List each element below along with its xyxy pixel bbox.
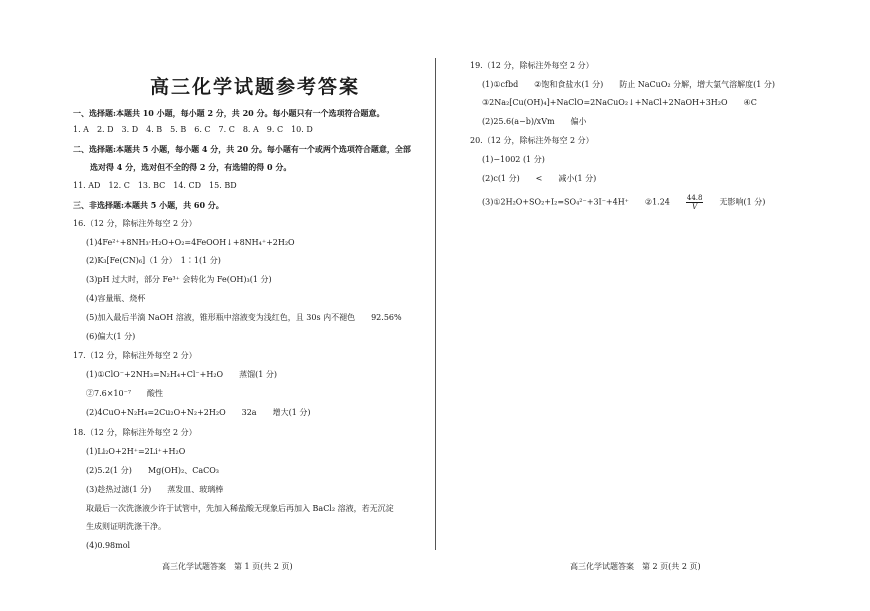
- q16-answer-4: (4)容量瓶、烧杯: [86, 294, 146, 303]
- fraction: [686, 194, 704, 211]
- q20-answer-3-note: 无影响(1 分): [719, 197, 766, 207]
- q16-answer-2: (2)K₃[Fe(CN)₆]（1 分） 1∶1(1 分): [86, 256, 221, 265]
- q18-answer-3-text-cont: 生成则证明洗涤干净。: [86, 522, 166, 531]
- answer-page-2: [436, 0, 870, 611]
- q17-answer-1b: ②7.6×10⁻⁷ 酸性: [86, 389, 164, 398]
- q20-answer-1: (1)−1002 (1 分): [482, 155, 545, 164]
- q17-answer-1: (1)①ClO⁻+2NH₃=N₂H₄+Cl⁻+H₂O 蒸馏(1 分): [86, 370, 277, 379]
- section-2-answers: 11. AD 12. C 13. BC 14. CD 15. BD: [73, 181, 237, 190]
- q18-heading: 18.（12 分，除标注外每空 2 分）: [73, 428, 197, 437]
- q20-heading: 20.（12 分，除标注外每空 2 分）: [470, 136, 594, 145]
- q18-answer-3-text: 取最后一次洗涤液少许于试管中，先加入稀盐酸无现象后再加入 BaCl₂ 溶液，若无沉淀: [86, 504, 394, 513]
- section-3-heading: 三、非选择题:本题共 5 小题，共 60 分。: [73, 200, 224, 210]
- q20-answer-3: [482, 194, 765, 211]
- q16-answer-6: (6)偏大(1 分): [86, 332, 136, 341]
- q16-answer-5: (5)加入最后半滴 NaOH 溶液，锥形瓶中溶液变为浅红色，且 30s 内不褪色 92.56%: [86, 313, 402, 322]
- q16-answer-1: (1)4Fe²⁺+8NH₃·H₂O+O₂=4FeOOH↓+8NH₄⁺+2H₂O: [86, 238, 295, 247]
- section-2-heading: 二、选择题:本题共 5 小题，每小题 4 分，共 20 分。每小题有一个或两个选项符合题意，全部: [73, 144, 411, 154]
- page-footer: 高三化学试题答案 第 2 页(共 2 页): [570, 562, 701, 571]
- q17-answer-2: (2)4CuO+N₂H₄=2Cu₂O+N₂+2H₂O 32a 增大(1 分): [86, 408, 311, 417]
- q19-answer-1c: ③2Na₂[Cu(OH)₄]+NaClO=2NaCuO₂↓+NaCl+2NaOH+3H₂O ④C: [482, 98, 757, 107]
- q18-answer-2: (2)5.2(1 分) Mg(OH)₂、CaCO₃: [86, 466, 220, 475]
- section-2-heading-cont: 选对得 4 分，选对但不全的得 2 分，有选错的得 0 分。: [90, 162, 292, 172]
- q16-answer-3: (3)pH 过大时，部分 Fe³⁺ 会转化为 Fe(OH)₃(1 分): [86, 275, 272, 284]
- fraction-numerator: 44.8: [686, 194, 703, 202]
- q19-answer-1: (1)①cfbd ②饱和食盐水(1 分) 防止 NaCuO₂ 分解，增大氯气溶解度(1 分): [482, 80, 776, 89]
- section-1-answers: 1. A 2. D 3. D 4. B 5. B 6. C 7. C 8. A 9. C 10. D: [73, 125, 313, 134]
- q18-answer-1: (1)Li₂O+2H⁺=2Li⁺+H₂O: [86, 447, 186, 456]
- q17-heading: 17.（12 分，除标注外每空 2 分）: [73, 351, 197, 360]
- q18-answer-4: (4)0.98mol: [86, 541, 131, 550]
- page-footer: 高三化学试题答案 第 1 页(共 2 页): [162, 562, 293, 571]
- q18-answer-3: (3)趁热过滤(1 分) 蒸发皿、玻璃棒: [86, 485, 224, 494]
- section-1-heading: 一、选择题:本题共 10 小题，每小题 2 分，共 20 分。每小题只有一个选项符合题意。: [73, 108, 385, 118]
- q19-heading: 19.（12 分，除标注外每空 2 分）: [470, 61, 594, 70]
- q20-answer-3-text: (3)①2H₂O+SO₂+I₂=SO₄²⁻+3I⁻+4H⁺ ②1.24: [482, 197, 670, 207]
- page-title: 高三化学试题参考答案: [150, 76, 361, 98]
- q20-answer-2: (2)c(1 分) < 减小(1 分): [482, 174, 597, 183]
- q16-heading: 16.（12 分，除标注外每空 2 分）: [73, 219, 197, 228]
- q19-answer-2: (2)25.6(a−b)/xVm 偏小: [482, 117, 587, 126]
- fraction-denominator: V: [692, 203, 698, 211]
